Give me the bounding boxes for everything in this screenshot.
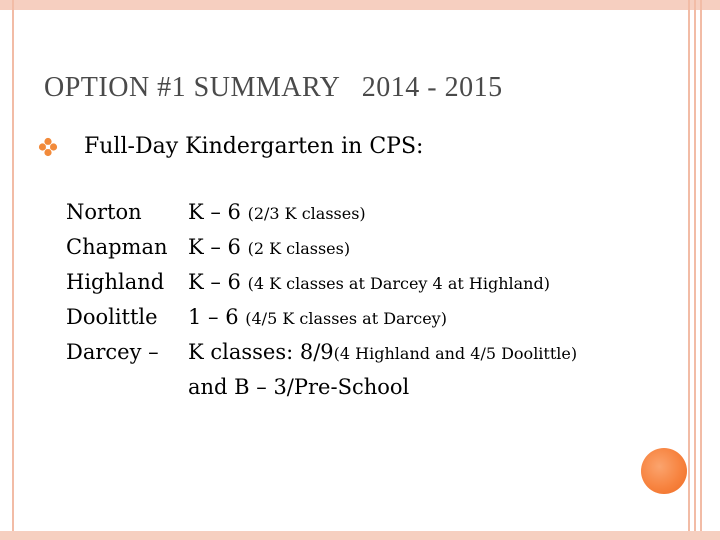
diamond-flower-bullet-icon <box>38 137 58 157</box>
class-note: (4 K classes at Darcey 4 at Highland) <box>247 274 550 293</box>
school-name: Highland <box>66 270 165 294</box>
decorative-orange-circle <box>641 448 687 494</box>
bullet-text: Full-Day Kindergarten in CPS: <box>84 134 424 159</box>
grade-range <box>188 340 577 364</box>
grade-range <box>188 200 366 224</box>
class-note: (2 K classes) <box>247 239 351 258</box>
left-border-line <box>12 0 14 540</box>
bullet-item <box>38 134 423 159</box>
school-name: Darcey – <box>66 340 159 364</box>
grade-text: K – 6 <box>188 200 248 224</box>
right-border-line-3 <box>700 0 702 540</box>
school-name: Chapman <box>66 235 168 259</box>
grade-text: K classes: 8/9 <box>188 340 334 364</box>
school-name: Doolittle <box>66 305 158 329</box>
grade-range <box>188 270 550 294</box>
class-note: (4/5 K classes at Darcey) <box>245 309 447 328</box>
grade-range <box>188 375 409 399</box>
class-note: (4 Highland and 4/5 Doolittle) <box>333 344 578 363</box>
grade-text: K – 6 <box>188 235 248 259</box>
grade-range <box>188 235 350 259</box>
grade-text: K – 6 <box>188 270 248 294</box>
class-note: (2/3 K classes) <box>247 204 366 223</box>
grade-text: and B – 3/Pre-School <box>188 375 410 399</box>
right-border-line-2 <box>694 0 696 540</box>
school-name: Norton <box>66 200 142 224</box>
slide-title: OPTION #1 SUMMARY 2014 - 2015 <box>44 72 503 103</box>
grade-text: 1 – 6 <box>188 305 246 329</box>
bottom-border <box>0 531 720 540</box>
top-border <box>0 0 720 10</box>
right-border-line-1 <box>688 0 690 540</box>
grade-range <box>188 305 447 329</box>
